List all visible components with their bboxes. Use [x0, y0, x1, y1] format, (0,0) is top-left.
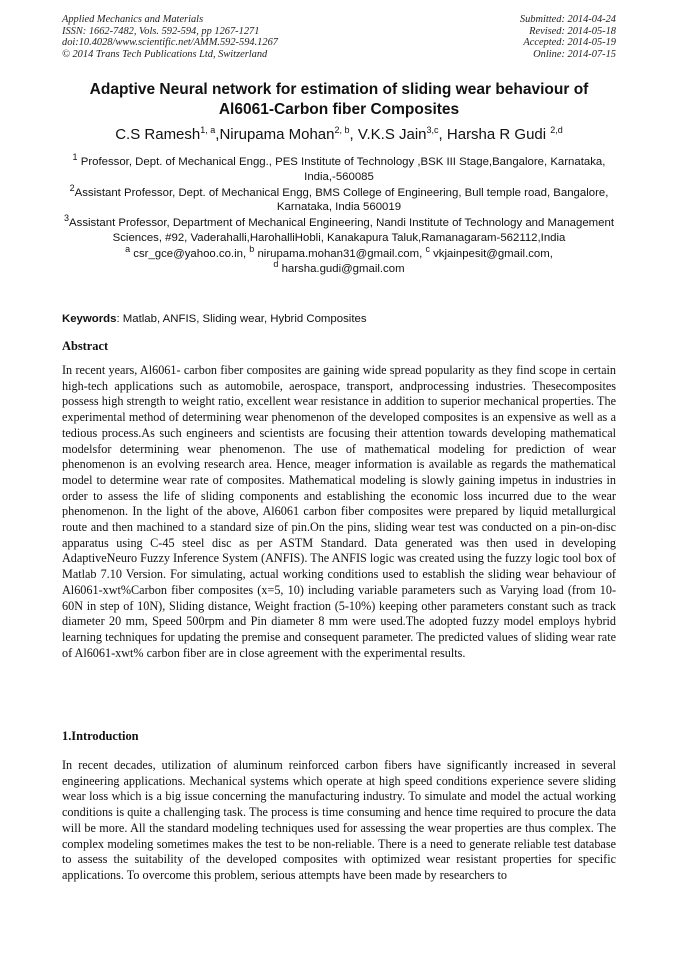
author-name: C.S Ramesh	[115, 126, 201, 143]
author-name: V.K.S Jain	[357, 126, 427, 143]
author-marker: 2,d	[550, 125, 563, 135]
date-accepted: Accepted: 2014-05-19	[523, 37, 616, 49]
author-marker: 1, a	[200, 125, 216, 135]
journal-copyright: © 2014 Trans Tech Publications Ltd, Switzerland	[62, 48, 268, 60]
author-list	[40, 125, 638, 145]
affiliation-text: Professor, Dept. of Mechanical Engg., PES Institute of Technology ,BSK III Stage,Bangalore, Karnataka, India,-560085	[77, 156, 606, 183]
email-marker: d	[273, 258, 279, 269]
email-address[interactable]: nirupama.mohan31@gmail.com,	[254, 247, 426, 260]
author-separator: ,	[438, 126, 447, 143]
affiliations	[62, 152, 616, 277]
author-separator: ,	[349, 126, 358, 143]
introduction-text: In recent decades, utilization of aluminum reinforced carbon fibers have significantly increased in several engineering applications. Mechanical systems which operate at high speed conditions experience severe sliding wear loss which is a big issue concerning the manufacturing industry. To simulate and model the actual working conditions is quite a challenging task. The process is time consuming and hence time required to procure the data will be more. All the standard modeling techniques used for assessing the wear properties are thus complex. The complex modeling sometimes makes the test to be non-reliable. There is a need to generate reliable test database to assess the suitability of the developed composites with optimized wear resistant properties for specific applications. To overcome this problem, serious attempts have been made by researchers to	[62, 758, 616, 882]
author-marker: 3,c	[426, 125, 439, 135]
affiliation-text: Assistant Professor, Department of Mechanical Engineering, Nandi Institute of Technology and Management Sciences, #92, Vaderahalli,HarohalliHobli, Kanakapura Taluk,Ramanagaram-562112,India	[69, 217, 614, 244]
journal-doi: doi:10.4028/www.scientific.net/AMM.592-594.1267	[62, 37, 278, 49]
abstract-text: In recent years, Al6061- carbon fiber composites are gaining wide spread popularity as they find scope in certain high-tech applications such as automobile, aerospace, transport, andprocessing industries. Thesecomposites possess high strength to weight ratio, excellent wear resistance in addition to superior mechanical properties. The experimental method of determining wear phenomenon of the developed composites is an expensive as well as a tedious process.As such engineers and scientists are focusing their attention towards developing mathematical modelsfor determining wear phenomenon. The use of mathematical modeling for prediction of wear phenomenon is an evolving research area. Hence, meager information is available as regards the mathematical model to determine wear rate of composites. Mathematical modeling is slowly gaining impetus in industries in order to assess the life of sliding components and establishing the economic loss incurred due to the wear phenomenon. In the light of the above, Al6061 carbon fiber composites were prepared by liquid metallurgical route and then machined to a standard size of pin.On the pins, sliding wear test was conducted on a pin-on-disc apparatus using C-45 steel disc as per ASTM Standard. Data generated was then used in developing AdaptiveNeuro Fuzzy Inference System (ANFIS). The ANFIS logic was created using the fuzzy logic tool box of Matlab 7.10 Version. For simulating, actual working conditions used to establish the sliding wear behaviour of Al6061-xwt%Carbon fiber composites (x=5, 10) including variable parameters such as Varying load (from 10-60N in step of 10N), Sliding distance, Weight fraction (5-10%) keeping other parameters constant such as track diameter 20 mm, Speed 500rpm and Pin diameter 8 mm were used.The adopted fuzzy model employs hybrid learning techniques for updating the premise and consequent parameter. The predicted values of sliding wear rate of Al6061-xwt% carbon fiber are in close agreement with the experimental results.	[62, 363, 616, 660]
affiliation-marker: 1	[72, 152, 78, 163]
email-marker: b	[249, 243, 255, 254]
email-marker: c	[425, 243, 430, 254]
author-marker: 2, b	[334, 125, 350, 135]
paper-title: Adaptive Neural network for estimation of sliding wear behaviour of Al6061-Carbon fiber Composites	[89, 81, 589, 118]
keywords	[62, 312, 616, 327]
author-name: Harsha R Gudi	[446, 126, 551, 143]
journal-name: Applied Mechanics and Materials	[62, 14, 204, 25]
affiliation	[62, 213, 616, 246]
date-submitted: Submitted: 2014-04-24	[519, 14, 616, 25]
email-address[interactable]: csr_gce@yahoo.co.in,	[130, 247, 250, 260]
keywords-text: : Matlab, ANFIS, Sliding wear, Hybrid Composites	[116, 313, 367, 325]
affiliation-marker: 3	[64, 213, 70, 224]
submission-dates	[520, 14, 616, 60]
author-separator: ,	[215, 126, 220, 143]
date-revised: Revised: 2014-05-18	[529, 25, 616, 37]
affiliation	[62, 182, 616, 216]
abstract-heading: Abstract	[62, 339, 109, 353]
keywords-label: Keywords	[62, 313, 117, 325]
journal-issn: ISSN: 1662-7482, Vols. 592-594, pp 1267-1271	[62, 25, 260, 37]
date-online: Online: 2014-07-15	[533, 48, 616, 60]
affiliation	[62, 152, 616, 185]
email-address[interactable]: harsha.gudi@gmail.com	[278, 262, 405, 275]
affiliation-text: Assistant Professor, Dept. of Mechanical Engg, BMS College of Engineering, Bull temple road, Bangalore, Karnataka, India 560019	[74, 186, 609, 214]
email-list	[62, 243, 616, 277]
author-name: Nirupama Mohan	[219, 126, 335, 143]
introduction-heading: 1.Introduction	[62, 729, 139, 743]
journal-info	[62, 14, 278, 60]
email-marker: a	[125, 243, 131, 254]
email-address[interactable]: vkjainpesit@gmail.com,	[429, 247, 553, 260]
affiliation-marker: 2	[69, 182, 75, 193]
